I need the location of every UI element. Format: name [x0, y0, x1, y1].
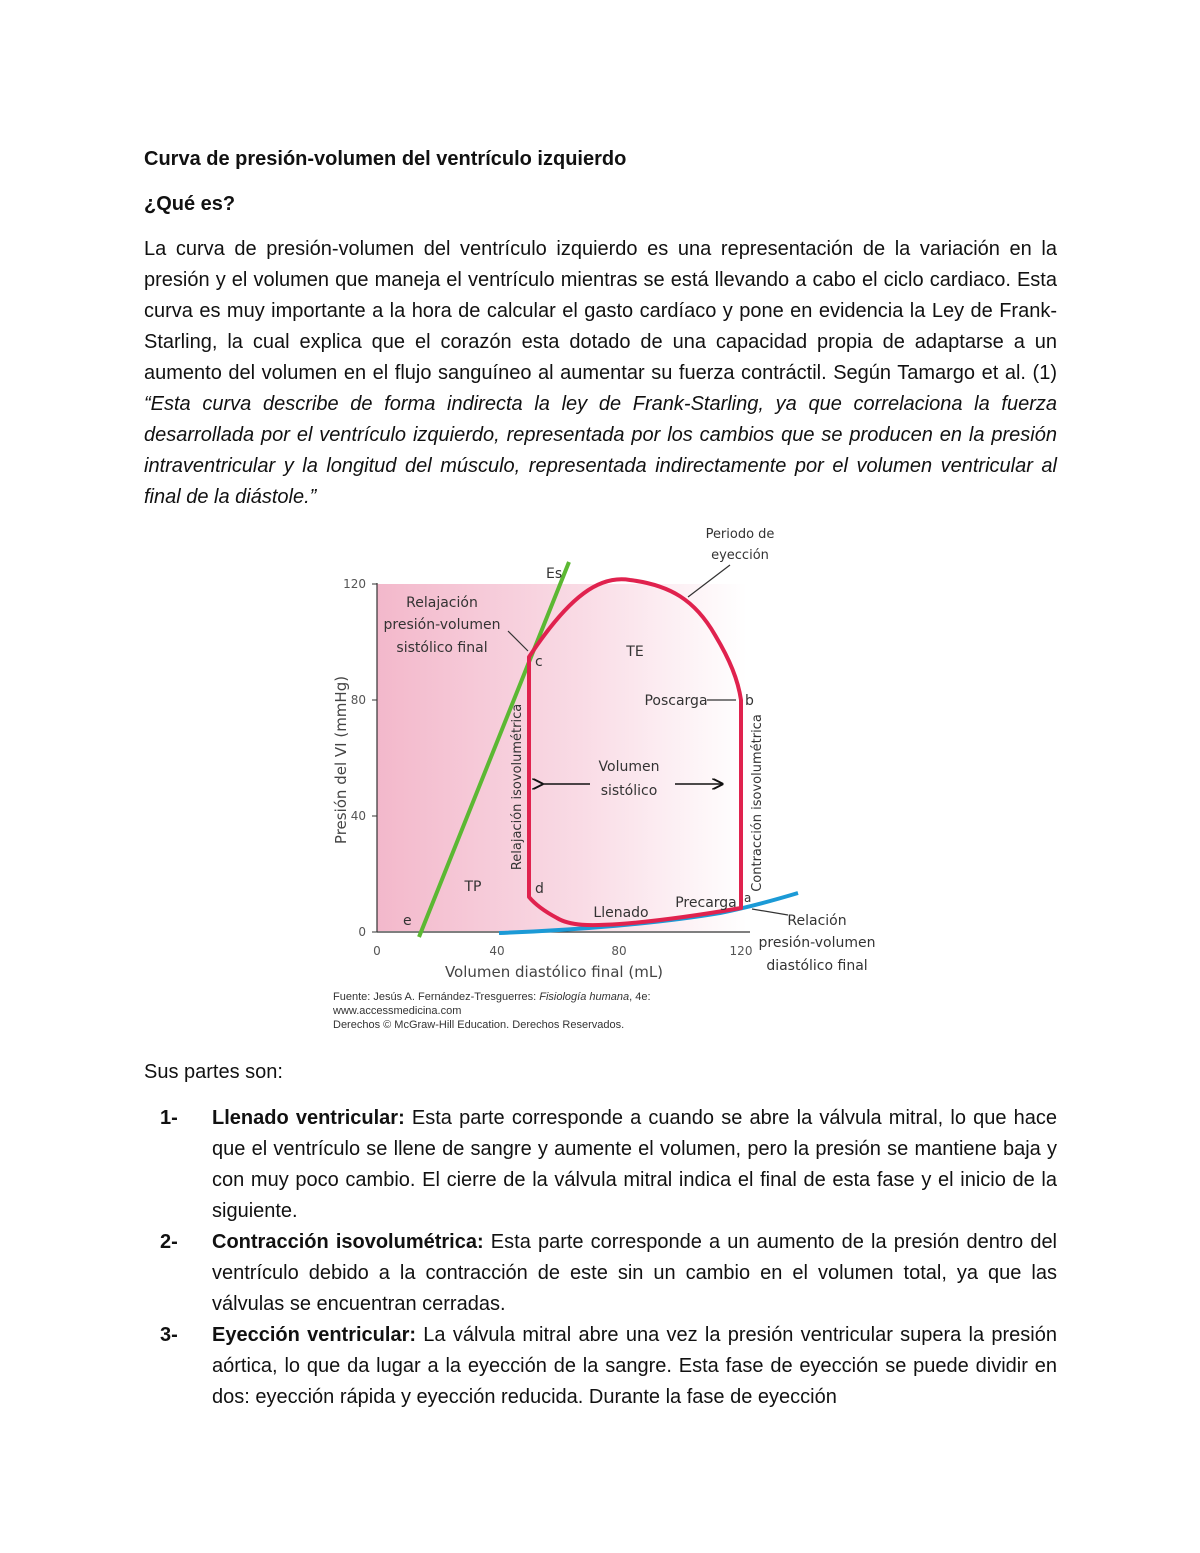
source-prefix: Fuente: Jesús A. Fernández-Tresguerres:: [333, 991, 540, 1003]
x-tick-label: 0: [373, 944, 381, 958]
label-es: Es: [546, 566, 563, 582]
label-tp: TP: [464, 879, 482, 895]
label-volumen-2: sistólico: [600, 783, 658, 799]
y-tick-label: 40: [350, 809, 366, 823]
shaded-region: [377, 584, 747, 931]
point-b: b: [745, 693, 754, 709]
list-body: [212, 1320, 1057, 1413]
document-heading: Curva de presión-volumen del ventrículo izquierdo: [144, 148, 627, 170]
intro-quote: “Esta curva describe de forma indirecta la ley de Frank-Starling, ya que correlaciona la fuerza desarrollada por el ventrículo izquierdo, representada por los cambios que se producen en la presión intraventricular y la longitud del músculo, representada indirectamente por el volumen ventricular al final de la diástole.”: [144, 393, 1057, 508]
source-title: Fisiología humana: [539, 991, 630, 1003]
source-url: www.accessmedicina.com: [333, 1005, 462, 1017]
section-question: ¿Qué es?: [144, 193, 236, 215]
x-tick-label: 80: [611, 944, 627, 958]
x-tick-label: 40: [489, 944, 505, 958]
source-suffix: , 4e:: [629, 991, 651, 1003]
y-tick-label: 0: [358, 925, 366, 939]
x-tick-label: 120: [729, 944, 753, 958]
list-item-text: La válvula mitral abre una vez la presión ventricular supera la presión aórtica, lo que da lugar a la eyección de la sangre. Esta fase de eyección se puede dividir en dos: eyección rápida y eyección reducida. Durante la fase de eyección: [212, 1324, 1057, 1408]
list-item-title: Eyección ventricular:: [212, 1324, 417, 1346]
label-relacion-1: Relación: [787, 913, 847, 929]
x-axis-title: Volumen diastólico final (mL): [444, 963, 664, 981]
list-body: [212, 1103, 1057, 1227]
list-item-title: Llenado ventricular:: [212, 1107, 405, 1129]
label-relajacion-iso: Relajación isovolumétrica: [510, 703, 525, 871]
label-te: TE: [626, 644, 644, 660]
relacion-connector: [752, 909, 788, 915]
label-precarga: Precarga: [675, 895, 737, 911]
intro-paragraph: [144, 234, 1057, 513]
list-item-text: Esta parte corresponde a un aumento de la presión dentro del ventrículo debido a la contracción de este sin un cambio en el volumen total, ya que las válvulas se encuentran cerradas.: [212, 1231, 1058, 1315]
label-relacion-3: diastólico final: [766, 958, 868, 974]
source-rights: Derechos © McGraw-Hill Education. Derechos Reservados.: [333, 1019, 625, 1031]
pressure-volume-figure: [320, 525, 890, 1045]
list-item-text: Esta parte corresponde a cuando se abre la válvula mitral, lo que hace que el ventrículo se llene de sangre y aumente el volumen, pero la presión se mantiene baja y con muy poco cambio. El cierre de la válvula mitral indica el final de esta fase y el inicio de la siguiente.: [212, 1107, 1057, 1222]
list-item-title: Contracción isovolumétrica:: [212, 1231, 484, 1253]
label-relajacion-2: presión-volumen: [383, 617, 501, 633]
list-number: 2-: [160, 1231, 178, 1253]
label-llenado: Llenado: [593, 905, 649, 921]
parts-title: Sus partes son:: [144, 1061, 283, 1083]
label-periodo-2: eyección: [711, 548, 769, 563]
point-a: a: [744, 891, 752, 905]
label-relajacion-1: Relajación: [406, 595, 478, 611]
y-axis-title: Presión del VI (mmHg): [332, 675, 350, 845]
label-relajacion-3: sistólico final: [396, 640, 488, 656]
list-body: [212, 1227, 1057, 1320]
y-tick-label: 120: [343, 577, 366, 591]
label-poscarga: Poscarga: [644, 693, 708, 709]
intro-text: La curva de presión-volumen del ventrículo izquierdo es una representación de la variación en la presión y el volumen que maneja el ventrículo mientras se está llevando a cabo el ciclo cardiaco. Esta curva es muy importante a la hora de calcular el gasto cardíaco y pone en evidencia la Ley de Frank-Starling, la cual explica que el corazón esta dotado de una capacidad propia de adaptarse a un aumento del volumen en el flujo sanguíneo al aumentar su fuerza contráctil. Según Tamargo et al. (1): [144, 238, 1057, 384]
figure-source: [333, 990, 651, 1032]
y-tick-label: 80: [350, 693, 366, 707]
label-relacion-2: presión-volumen: [758, 935, 876, 951]
label-contraccion-iso: Contracción isovolumétrica: [750, 714, 765, 892]
point-e: e: [403, 913, 412, 929]
point-d: d: [535, 881, 544, 897]
point-c: c: [535, 654, 543, 670]
list-number: 1-: [160, 1107, 178, 1129]
label-volumen-1: Volumen: [598, 759, 660, 775]
label-periodo-1: Periodo de: [705, 527, 775, 542]
list-number: 3-: [160, 1324, 178, 1346]
